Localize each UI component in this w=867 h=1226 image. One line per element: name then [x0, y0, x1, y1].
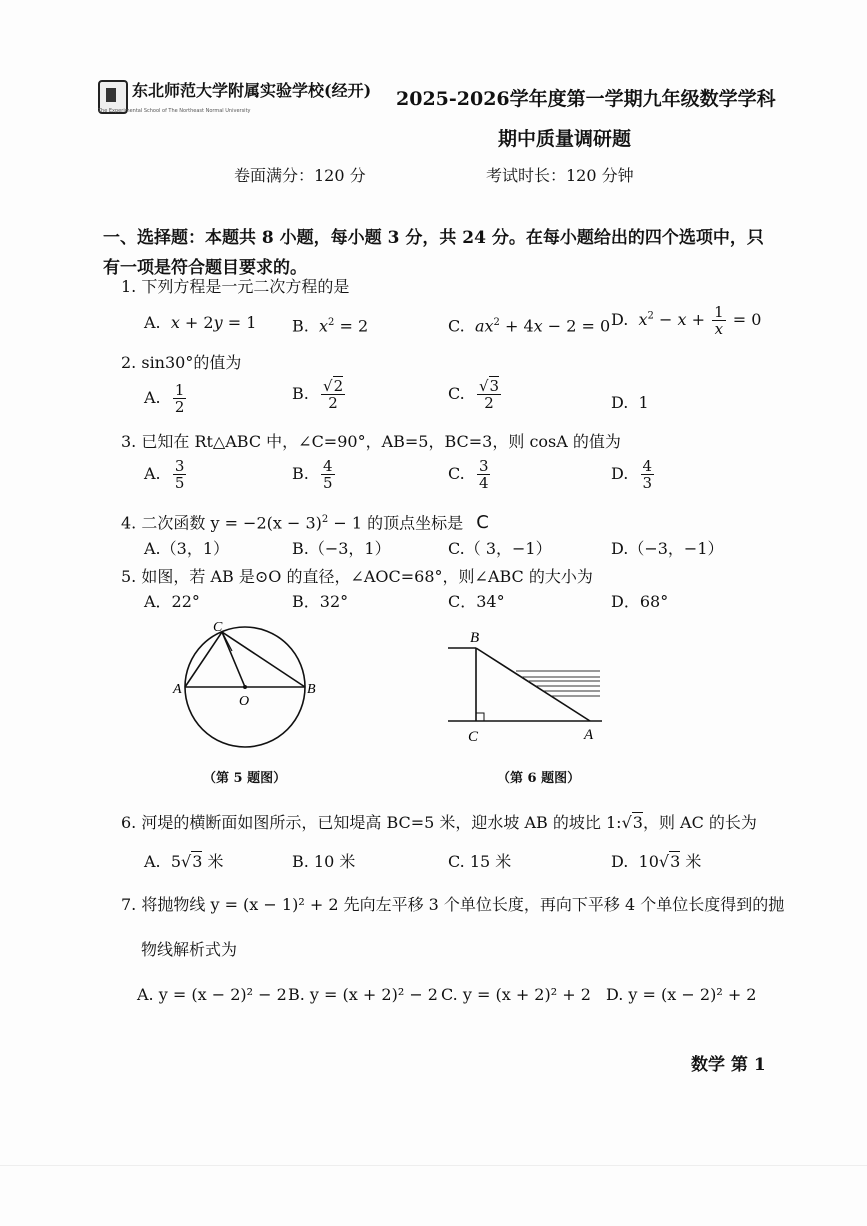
q7-option-c: C. y = (x + 2)² + 2	[441, 985, 591, 1004]
q1-option-d-label: D.	[611, 310, 629, 329]
fig6-label-b: B	[470, 630, 480, 646]
q6-stem-post: ，则 AC 的长为	[642, 813, 757, 832]
fig5-label-a: A	[173, 682, 182, 697]
q2-option-b: B. $\frac{√2}{2}$	[292, 377, 344, 412]
question-1-stem: 1. 下列方程是一元二次方程的是	[121, 277, 350, 296]
q6-option-d: D. 10√3 米	[611, 852, 702, 871]
q2-option-b-label: B.	[292, 384, 309, 403]
exam-duration: 考试时长：120 分钟	[486, 166, 634, 185]
q4-handwritten-answer: C	[476, 512, 489, 534]
q1-option-a: A. x + 2y = 1	[144, 313, 257, 332]
question-6-stem: 6. 河堤的横断面如图所示，已知堤高 BC=5 米，迎水坡 AB 的坡比 1:√3，则 AC 的长为	[121, 813, 757, 832]
q1-option-a-label: A.	[144, 313, 161, 332]
q7-option-d: D. y = (x − 2)² + 2	[606, 985, 757, 1004]
question-3-stem: 3. 已知在 Rt△ABC 中，∠C=90°，AB=5，BC=3，则 cosA 的值为	[121, 432, 621, 451]
fig5-label-b: B	[307, 682, 316, 697]
q4-option-a: A.（3，1）	[144, 539, 230, 558]
question-4-stem: 4. 二次函数 $y = -2(x - 3)^2 - 1$ 的顶点坐标是 C	[121, 512, 489, 534]
q6-option-b: B. 10 米	[292, 852, 356, 871]
q4-option-d: D.（−3，−1）	[611, 539, 724, 558]
school-name: 东北师范大学附属实验学校(经开)	[132, 81, 372, 100]
question-7-stem: 7. 将抛物线 y = (x − 1)² + 2 先向左平移 3 个单位长度，再向下平移 4 个单位长度得到的抛	[121, 895, 785, 914]
q4-option-b: B.（−3，1）	[292, 539, 391, 558]
q5-option-b: B．32°	[292, 592, 349, 611]
exam-subtitle: 期中质量调研题	[498, 128, 632, 150]
q2-option-c-label: C.	[448, 384, 465, 403]
q1-option-b-label: B.	[292, 316, 309, 336]
figure-5-circle-diagram	[170, 615, 330, 755]
figure-6-embankment-diagram	[440, 625, 620, 750]
q6-option-a-label: A.	[144, 852, 161, 871]
q4-stem-post: − 1 的顶点坐标是	[328, 513, 464, 533]
q5-option-c: C．34°	[448, 592, 505, 611]
question-5-stem: 5. 如图，若 AB 是⊙O 的直径，∠AOC=68°，则∠ABC 的大小为	[121, 567, 593, 586]
section-heading: 一、选择题：本题共 8 小题，每小题 3 分，共 24 分。在每小题给出的四个选项中，只有一项是符合题目要求的。	[103, 228, 764, 278]
q1-option-d: D. $x^2 - x$ + $\frac{1}{x}$ = 0	[611, 303, 762, 338]
q3-option-a-label: A.	[144, 464, 161, 483]
q7-option-b: B. y = (x + 2)² − 2	[288, 985, 438, 1004]
q3-option-c-label: C.	[448, 464, 465, 483]
school-logo	[98, 78, 372, 118]
q4-option-c: C.（ 3，−1）	[448, 539, 552, 558]
fig6-label-a: A	[584, 727, 594, 743]
q3-option-d: D. $\frac{4}{3}$	[611, 457, 653, 492]
q3-option-c: C. $\frac{3}{4}$	[448, 457, 489, 492]
question-2-stem: 2. sin30°的值为	[121, 353, 242, 372]
figure-5-caption: （第 5 题图）	[203, 771, 287, 786]
school-name-en: The Experimental School of The Northeast Normal University	[98, 108, 251, 114]
q3-option-b-label: B.	[292, 464, 309, 483]
q3-option-d-label: D.	[611, 464, 629, 483]
page-footer: 数学 第 1	[691, 1055, 766, 1075]
q2-option-d-value: 1	[638, 393, 649, 412]
q6-option-a: A. 5√3 米	[144, 852, 224, 871]
q6-option-a-unit: 米	[207, 852, 224, 871]
full-score: 卷面满分：120 分	[234, 166, 366, 185]
q5-option-a: A．22°	[144, 592, 200, 611]
q2-option-a-label: A.	[144, 388, 161, 407]
q6-option-d-label: D.	[611, 852, 629, 871]
question-7-stem-line2: 物线解析式为	[141, 940, 238, 959]
q2-option-c: C. $\frac{√3}{2}$	[448, 377, 500, 412]
figure-6-caption: （第 6 题图）	[497, 771, 581, 786]
exam-title: 2025-2026学年度第一学期九年级数学学科	[396, 88, 776, 110]
q1-option-c: C. $ax^2 + 4x - 2 = 0$	[448, 316, 611, 336]
q7-option-a: A. y = (x − 2)² − 2	[137, 985, 287, 1004]
q5-option-d: D．68°	[611, 592, 669, 611]
fig6-label-c: C	[468, 729, 479, 745]
q3-option-a: A. $\frac{3}{5}$	[144, 457, 185, 492]
q1-option-c-label: C.	[448, 316, 465, 336]
q2-option-a: A. $\frac{1}{2}$	[144, 381, 185, 416]
q2-option-d	[611, 392, 649, 414]
fig5-label-o: O	[239, 694, 250, 709]
q3-option-b: B. $\frac{4}{5}$	[292, 457, 333, 492]
fig5-label-c: C	[213, 620, 223, 635]
q2-option-d-label: D.	[611, 393, 629, 412]
q1-option-b: B. $x^2 = 2$	[292, 316, 369, 336]
q6-option-d-unit: 米	[685, 852, 702, 871]
q6-stem-pre: 6. 河堤的横断面如图所示，已知堤高 BC=5 米，迎水坡 AB 的坡比 1:	[121, 813, 622, 832]
q4-stem-pre: 4. 二次函数 y = −2(x − 3)	[121, 513, 322, 533]
scan-edge-divider	[0, 1165, 867, 1166]
q6-option-c: C. 15 米	[448, 852, 512, 871]
